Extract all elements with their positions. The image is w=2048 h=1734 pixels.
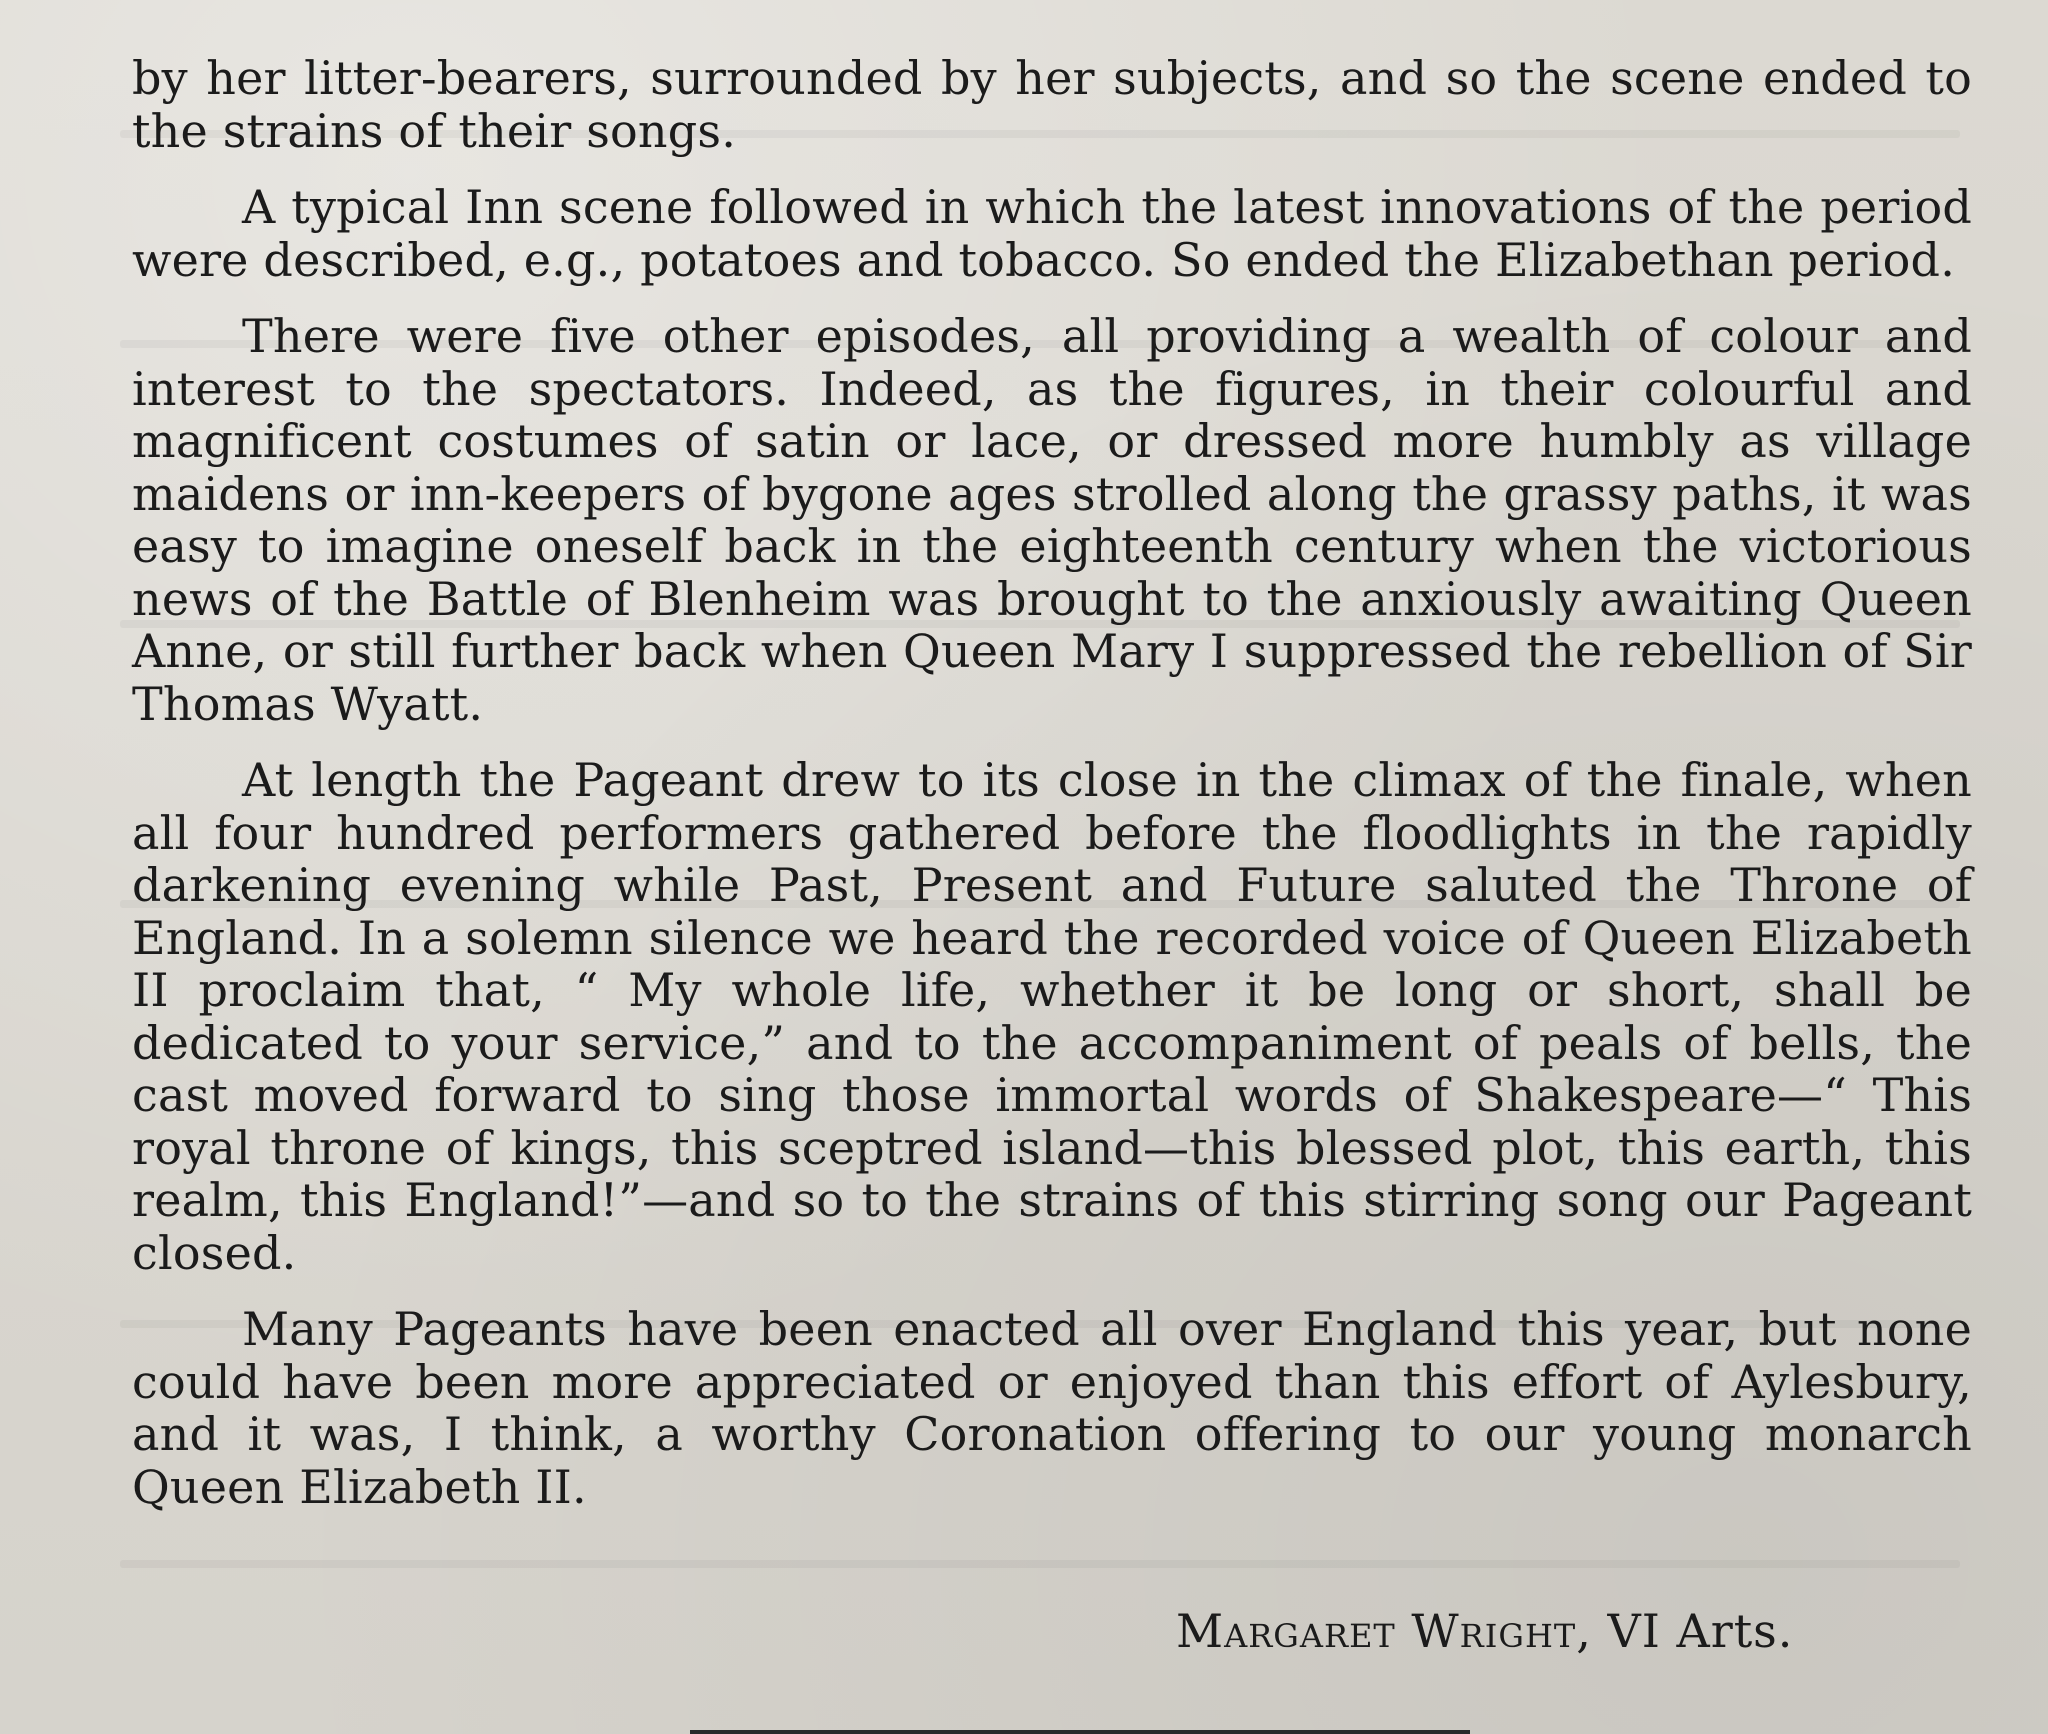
bleed-through-line	[120, 1560, 1960, 1568]
paragraph-5: Many Pageants have been enacted all over England this year, but none could have been more appreciated or enjoyed than this effort of Aylesbury, and it was, I think, a worthy Coronation offering to our young monarch Queen Elizabeth II.	[132, 1302, 1972, 1514]
author-signature	[1176, 1604, 1793, 1658]
article-body	[132, 52, 1972, 1537]
paragraph-4: At length the Pageant drew to its close in the climax of the finale, when all four hundred performers gathered before the floodlights in the rapidly darkening evening while Past, Present and Future saluted the Throne of England. In a solemn silence we heard the recorded voice of Queen Elizabeth II proclaim that, “ My whole life, whether it be long or short, shall be dedicated to your service,” and to the accompaniment of peals of bells, the cast moved forward to sing those immortal words of Shakespeare—“ This royal throne of kings, this sceptred island—this blessed plot, this earth, this realm, this England!”—and so to the strains of this stirring song our Pageant closed.	[132, 753, 1972, 1280]
author-name: Margaret Wright,	[1176, 1604, 1592, 1658]
paragraph-3: There were five other episodes, all providing a wealth of colour and interest to the spectators. Indeed, as the figures, in their colourful and magnificent costumes of satin or lace, or dressed more humbly as village maidens or inn-keepers of bygone ages strolled along the grassy paths, it was easy to imagine oneself back in the eighteenth century when the victorious news of the Battle of Blenheim was brought to the anxiously awaiting Queen Anne, or still further back when Queen Mary I suppressed the rebellion of Sir Thomas Wyatt.	[132, 309, 1972, 731]
paragraph-2: A typical Inn scene followed in which the latest innovations of the period were described, e.g., potatoes and tobacco. So ended the Elizabethan period.	[132, 180, 1972, 287]
section-divider	[690, 1730, 1470, 1734]
paragraph-1: by her litter-bearers, surrounded by her subjects, and so the scene ended to the strains of their songs.	[132, 51, 1972, 158]
author-class: VI Arts.	[1607, 1604, 1794, 1658]
